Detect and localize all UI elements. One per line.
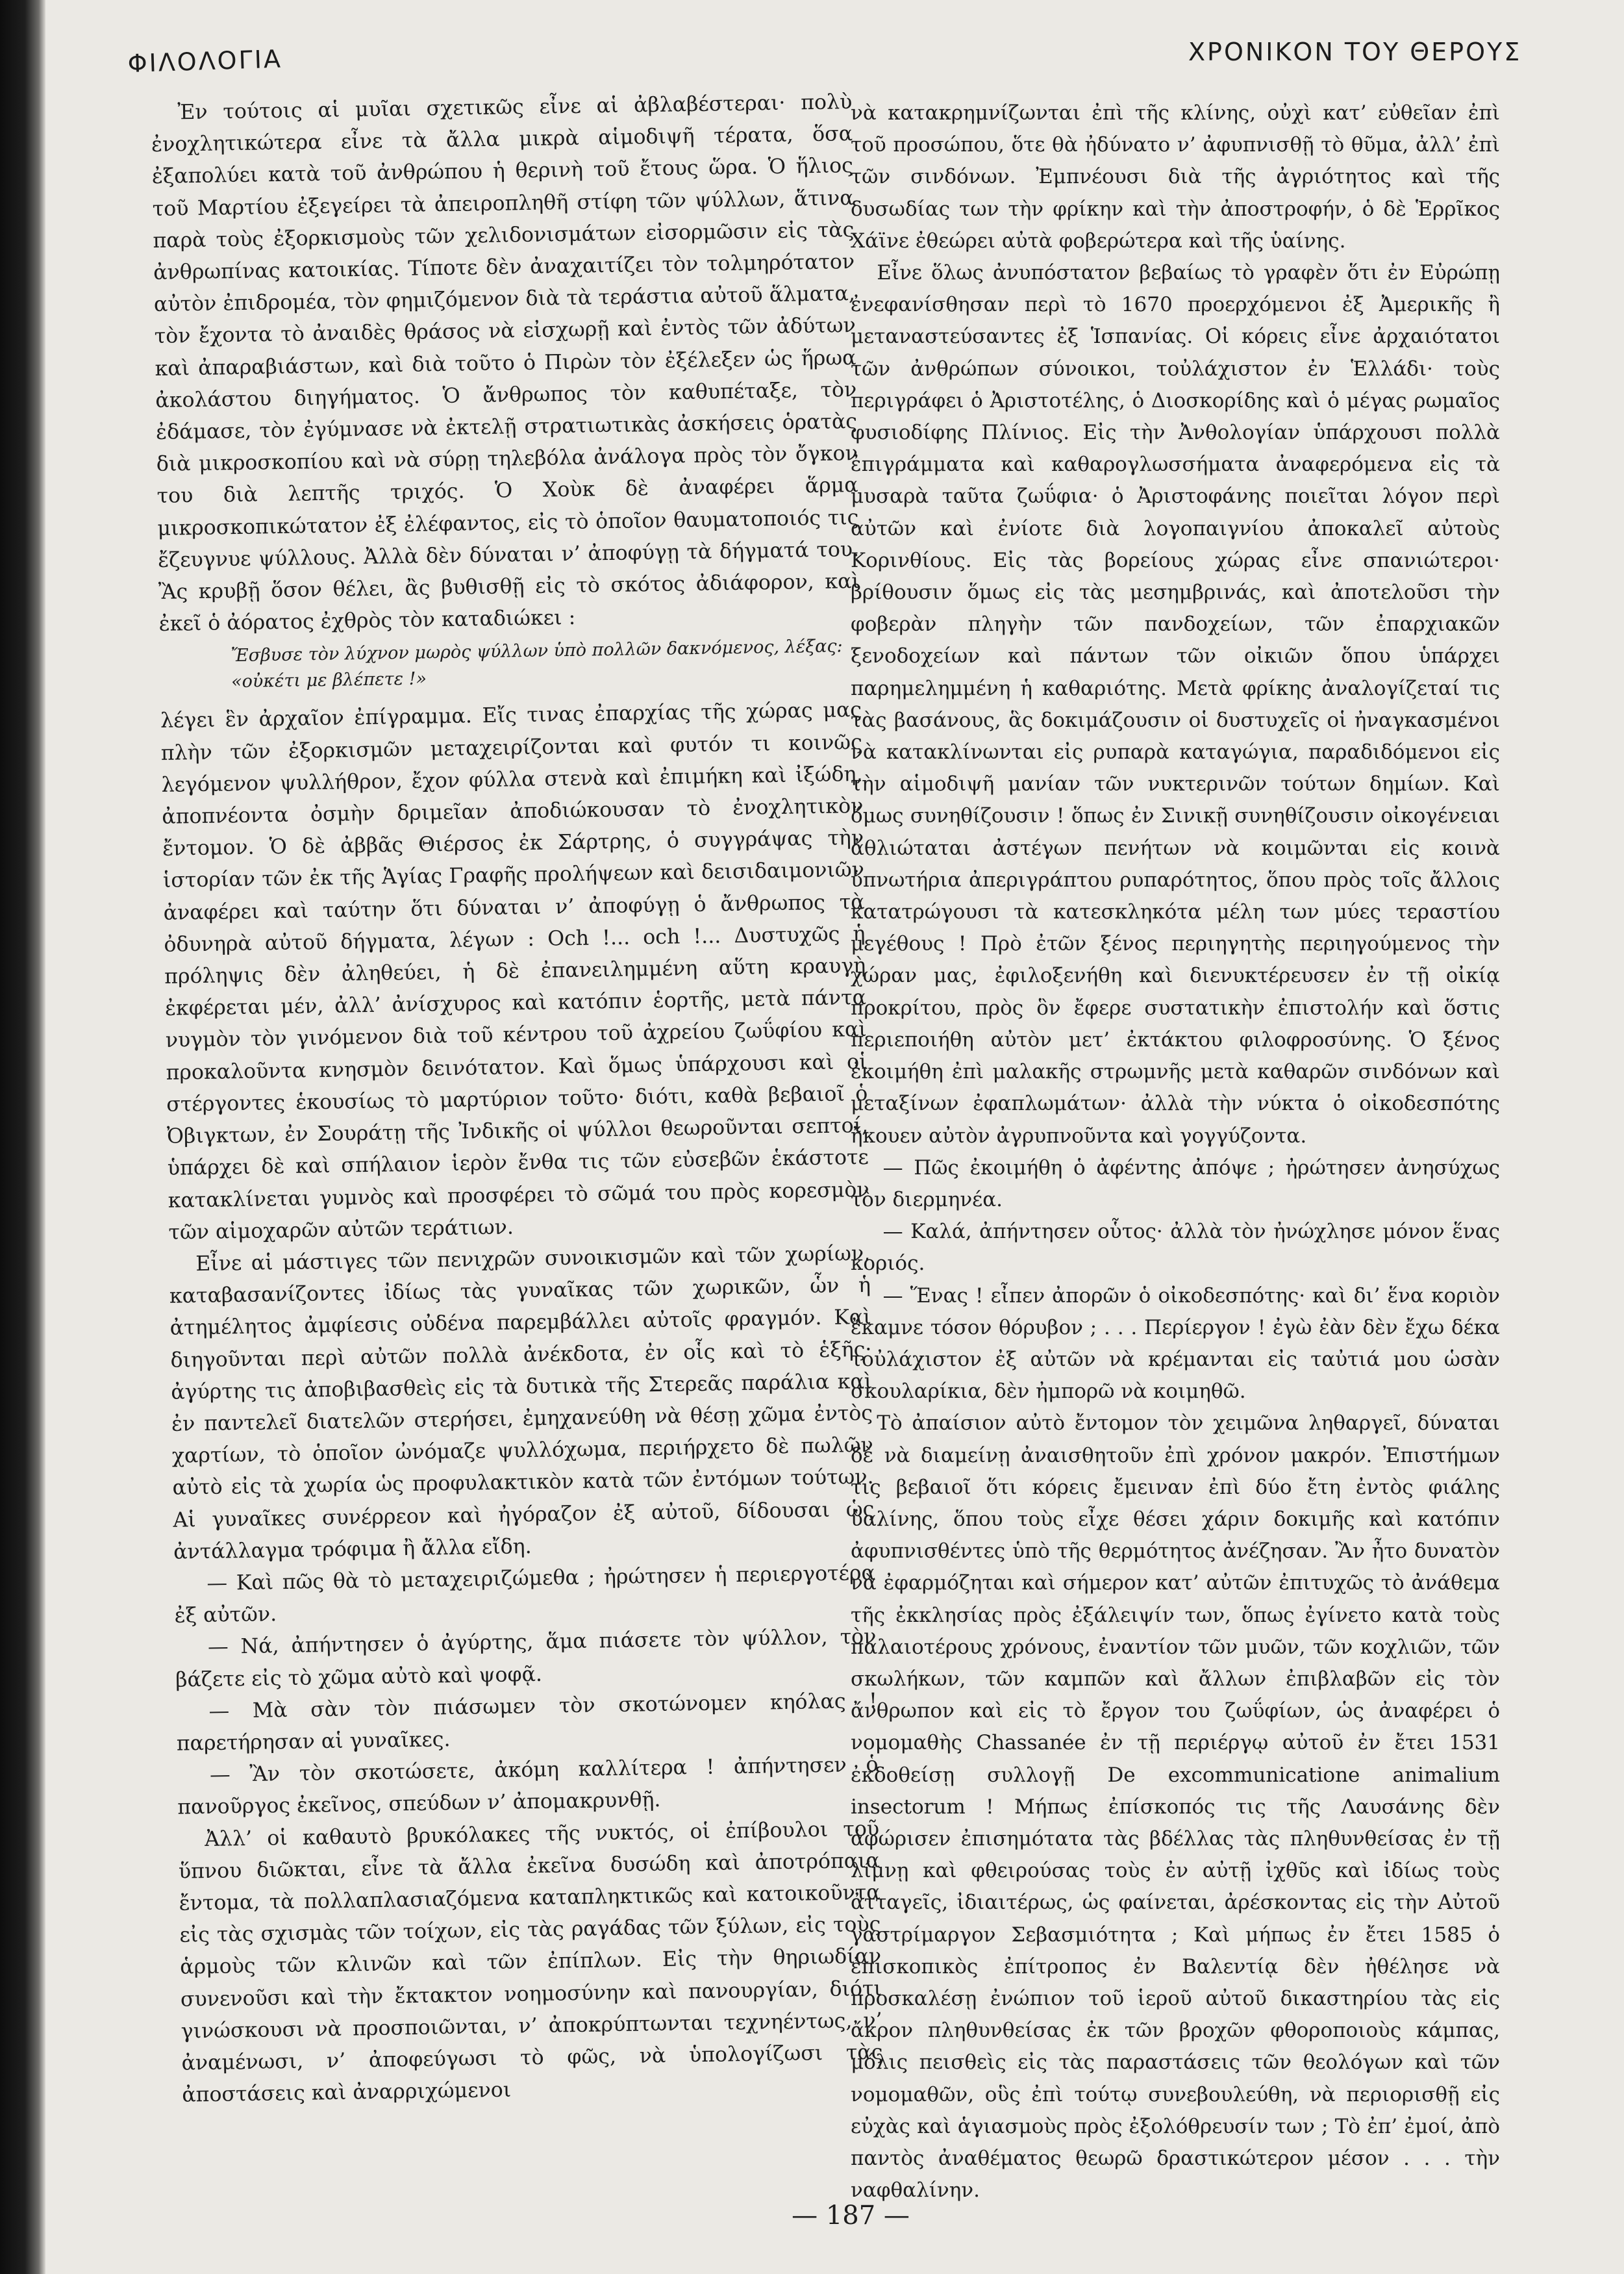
left-text-column <box>151 86 884 2112</box>
paragraph: νὰ κατακρημνίζωνται ἐπὶ τῆς κλίνης, οὐχὶ κατ’ εὐθεῖαν ἐπὶ τοῦ προσώπου, ὅτε θὰ ἠδύνατο ν’ ἀφυπνισθῇ τὸ θῦμα, ἀλλ’ ἐπὶ τῶν σινδόνων. Ἐμπνέουσι διὰ τῆς ἀγριότητος καὶ τῆς δυσωδίας των τὴν φρίκην καὶ τὴν ἀποστροφήν, ὁ δὲ Ἑρρῖκος Χάϊνε ἐθεώρει αὐτὰ φοβερώτερα καὶ τῆς ὑαίνης. <box>851 101 1500 253</box>
dialogue-line: — Μὰ σὰν τὸν πιάσωμεν τὸν σκοτώνομεν κηόλας ! παρετήρησαν αἱ γυναῖκες. <box>176 1689 878 1756</box>
paragraph: Τὸ ἀπαίσιον αὐτὸ ἔντομον τὸν χειμῶνα ληθαργεῖ, δύναται δὲ νὰ διαμείνῃ ἀναισθητοῦν ἐπὶ χρόνον μακρόν. Ἐπιστήμων τις βεβαιοῖ ὅτι κόρεις ἔμειναν ἐπὶ δύο ἔτη ἐντὸς φιάλης ὑαλίνης, ὅπου τοὺς εἶχε θέσει χάριν δοκιμῆς καὶ κατόπιν ἀφυπνισθέντες ὑπὸ τῆς θερμότητος ἀνέζησαν. Ἂν ἦτο δυνατὸν νὰ ἐφαρμόζηται καὶ σήμερον κατ’ αὐτῶν ἐπιτυχῶς τὸ ἀνάθεμα τῆς ἐκκλησίας πρὸς ἐξάλειψίν των, ὅπως ἐγίνετο κατὰ τοὺς παλαιοτέρους χρόνους, ἐναντίον τῶν μυῶν, τῶν κοχλιῶν, τῶν σκωλήκων, τῶν καμπῶν καὶ ἄλλων ἐπιβλαβῶν εἰς τὸν ἄνθρωπον καὶ εἰς τὸ ἔργον του ζωΰφίων, ὡς ἀναφέρει ὁ νομομαθὴς Chassanée ἐν τῇ περιέργῳ αὐτοῦ ἐν ἔτει 1531 ἐκδοθείσῃ συλλογῇ De excommunicatione animalium insectorum ! Μήπως ἐπίσκοπός τις τῆς Λαυσάνης δὲν ἀφώρισεν ἐπισημότατα τὰς βδέλλας τὰς πληθυνθείσας ἐν τῇ λίμνῃ καὶ φθειρούσας τοὺς ἐν αὐτῇ ἰχθῦς καὶ ἰδίως τοὺς ἀτταγεῖς, ἰδιαιτέρως, ὡς φαίνεται, ἀρέσκοντας εἰς τὴν Αὐτοῦ γαστρίμαργον Σεβασμιότητα ; Καὶ μήπως ἐν ἔτει 1585 ὁ ἐπισκοπικὸς ἐπίτροπος ἐν Βαλεντίᾳ δὲν ἠθέλησε νὰ προσκαλέσῃ ἐνώπιον τοῦ ἱεροῦ αὐτοῦ δικαστηρίου τὰς εἰς ἄκρον πληθυνθείσας ἐκ τῶν βροχῶν φθοροποιοὺς κάμπας, μόλις πεισθεὶς εἰς τὰς παραστάσεις τῶν θεολόγων καὶ τῶν νομομαθῶν, οὓς ἐπὶ τούτῳ συνεβουλεύθη, νὰ περιορισθῇ εἰς εὐχὰς καὶ ἁγιασμοὺς πρὸς ἐξολόθρευσίν των ; Τὸ ἐπ’ ἐμοί, ἀπὸ παντὸς ἀναθέματος θεωρῶ δραστικώτερον μέσον . . . τὴν ναφθαλίνην. <box>851 1411 1500 2203</box>
paragraph: λέγει ἓν ἀρχαῖον ἐπίγραμμα. Εἴς τινας ἐπαρχίας τῆς χώρας μας πλὴν τῶν ἐξορκισμῶν μεταχειρίζονται καὶ φυτόν τι κοινῶς λεγόμενον ψυλλήθρον, ἔχον φύλλα στενὰ καὶ ἐπιμήκη καὶ ἰξώδη, ἀποπνέοντα ὀσμὴν δριμεῖαν ἀποδιώκουσαν τὸ ἐνοχλητικὸν ἔντομον. Ὁ δὲ ἀββᾶς Θιέρσος ἐκ Σάρτρης, ὁ συγγράψας τὴν ἱστορίαν τῶν ἐκ τῆς Ἁγίας Γραφῆς προλήψεων καὶ δεισιδαιμονιῶν ἀναφέρει καὶ ταύτην ὅτι δύναται ν’ ἀποφύγῃ ὁ ἄνθρωπος τὰ ὀδυνηρὰ αὐτοῦ δήγματα, λέγων : Och !... och !... Δυστυχῶς ἡ πρόληψις δὲν ἀληθεύει, ἡ δὲ ἐπανειλημμένη αὕτη κραυγὴ ἐκφέρεται μέν, ἀλλ’ ἀνίσχυρος καὶ κατόπιν ἑορτῆς, μετὰ πάντα νυγμὸν τὸν γινόμενον διὰ τοῦ κέντρου τοῦ ἀχρείου ζωΰφίου καὶ προκαλοῦντα κνησμὸν δεινότατον. Καὶ ὅμως ὑπάρχουσι καὶ οἱ στέργοντες ἑκουσίως τὸ μαρτύριον τοῦτο· διότι, καθὰ βεβαιοῖ ὁ Ὀβιγκτων, ἐν Σουράτῃ τῆς Ἰνδικῆς οἱ ψύλλοι θεωροῦνται σεπτοί, ὑπάρχει δὲ καὶ σπήλαιον ἱερὸν ἔνθα τις τῶν εὐσεβῶν ἑκάστοτε κατακλίνεται γυμνὸς καὶ προσφέρει τὸ σῶμά του πρὸς κορεσμὸν τῶν αἱμοχαρῶν αὐτῶν τεράτιων. <box>160 698 869 1244</box>
book-binding-shadow <box>0 0 45 2274</box>
paragraph: Ἐν τούτοις αἱ μυῖαι σχετικῶς εἶνε αἱ ἀβλαβέστεραι· πολὺ ἐνοχλητικώτερα εἶνε τὰ ἄλλα μικρὰ αἱμοδιψῆ τέρατα, ὅσα ἐξαπολύει κατὰ τοῦ ἀνθρώπου ἡ θερινὴ τοῦ ἔτους ὥρα. Ὁ ἥλιος τοῦ Μαρτίου ἐξεγείρει τὰ ἀπειροπληθῆ στίφη τῶν ψύλλων, ἅτινα παρὰ τοὺς ἐξορκισμοὺς τῶν χελιδονισμάτων εἰσορμῶσιν εἰς τὰς ἀνθρωπίνας κατοικίας. Τίποτε δὲν ἀναχαιτίζει τὸν τολμηρότατον αὐτὸν ἐπιδρομέα, τὸν φημιζόμενον διὰ τὰ τεράστια αὐτοῦ ἅλματα, τὸν ἔχοντα τὸ ἀναιδὲς θράσος νὰ εἰσχωρῇ καὶ ἐντὸς τῶν ἀδύτων καὶ ἀπαραβιάστων, καὶ διὰ τοῦτο ὁ Πιρὼν τὸν ἐξέλεξεν ὡς ἥρωα ἀκολάστου διηγήματος. Ὁ ἄνθρωπος τὸν καθυπέταξε, τὸν ἐδάμασε, τὸν ἐγύμνασε νὰ ἐκτελῇ στρατιωτικὰς ἀσκήσεις ὁρατὰς διὰ μικροσκοπίου καὶ νὰ σύρῃ τηλεβόλα ἀνάλογα πρὸς τὸν ὄγκον του διὰ λεπτῆς τριχός. Ὁ Χοὺκ δὲ ἀναφέρει ἅρμα μικροσκοπικώτατον ἐξ ἐλέφαντος, εἰς τὸ ὁποῖον θαυματοποιός τις ἔζευγνυε ψύλλους. Ἀλλὰ δὲν δύναται ν’ ἀποφύγῃ τὰ δήγματά του. Ἂς κρυβῇ ὅσον θέλει, ἂς βυθισθῇ εἰς τὸ σκότος ἀδιάφορον, καὶ ἐκεῖ ὁ ἀόρατος ἐχθρὸς τὸν καταδιώκει : <box>151 90 860 637</box>
dialogue-line: — Νά, ἀπήντησεν ὁ ἀγύρτης, ἅμα πιάσετε τὸν ψύλλον, τὸν βάζετε εἰς τὸ χῶμα αὐτὸ καὶ ψοφᾷ. <box>175 1625 877 1692</box>
paragraph: Εἶνε αἱ μάστιγες τῶν πενιχρῶν συνοικισμῶν καὶ τῶν χωρίων, καταβασανίζοντες ἰδίως τὰς γυναῖκας τῶν χωρικῶν, ὧν ἡ ἀτημέλητος ἀμφίεσις οὐδένα παρεμβάλλει αὐτοῖς φραγμόν. Καὶ διηγοῦνται περὶ αὐτῶν πολλὰ ἀνέκδοτα, ἐν οἷς καὶ τὸ ἑξῆς· ἀγύρτης τις ἀποβιβασθεὶς εἰς τὰ δυτικὰ τῆς Στερεᾶς παράλια καὶ ἐν παντελεῖ διατελῶν στερήσει, ἐμηχανεύθη νὰ θέσῃ χῶμα ἐντὸς χαρτίων, τὸ ὁποῖον ὠνόμαζε ψυλλόχωμα, περιήρχετο δὲ πωλῶν αὐτὸ εἰς τὰ χωρία ὡς προφυλακτικὸν κατὰ τῶν ἐντόμων τούτων. Αἱ γυναῖκες συνέρρεον καὶ ἠγόραζον ἐξ αὐτοῦ, δίδουσαι ὡς ἀντάλλαγμα τρόφιμα ἢ ἄλλα εἴδη. <box>169 1241 875 1564</box>
dialogue-line: — Καὶ πῶς θὰ τὸ μεταχειριζώμεθα ; ἠρώτησεν ἡ περιεργοτέρα ἐξ αὐτῶν. <box>174 1561 876 1628</box>
dialogue-line: — Ἂν τὸν σκοτώσετε, ἀκόμη καλλίτερα ! ἀπήντησεν ὁ πανοῦργος ἐκεῖνος, σπεύδων ν’ ἀπομακρυνθῇ. <box>177 1752 879 1820</box>
dialogue-line: — Ἕνας ! εἶπεν ἀπορῶν ὁ οἰκοδεσπότης· καὶ δι’ ἕνα κοριὸν ἔκαμνε τόσον θόρυβον ; . . . Περίεργον ! ἐγὼ ἐὰν δὲν ἔχω δέκα τοὐλάχιστον ἐξ αὐτῶν νὰ κρέμανται εἰς ταὐτιά μου ὡσὰν σκουλαρίκια, δὲν ἠμπορῶ νὰ κοιμηθῶ. <box>851 1283 1500 1404</box>
dialogue-line: — Πῶς ἐκοιμήθη ὁ ἀφέντης ἀπόψε ; ἠρώτησεν ἀνησύχως τὸν διερμηνέα. <box>851 1156 1500 1211</box>
paragraph: Εἶνε ὅλως ἀνυπόστατον βεβαίως τὸ γραφὲν ὅτι ἐν Εὐρώπῃ ἐνεφανίσθησαν περὶ τὸ 1670 προερχόμενοι ἐξ Ἀμερικῆς ἢ μεταναστεύσαντες ἐξ Ἱσπανίας. Οἱ κόρεις εἶνε ἀρχαιότατοι τῶν ἀνθρώπων σύνοικοι, τοὐλάχιστον ἐν Ἑλλάδι· τοὺς περιγράφει ὁ Ἀριστοτέλης, ὁ Διοσκορίδης καὶ ὁ μέγας ρωμαῖος φυσιοδίφης Πλίνιος. Εἰς τὴν Ἀνθολογίαν ὑπάρχουσι πολλὰ ἐπιγράμματα καὶ καθαρογλωσσήματα ἀναφερόμενα εἰς τὰ μυσαρὰ ταῦτα ζωΰφια· ὁ Ἀριστοφάνης ποιεῖται λόγον περὶ αὐτῶν καὶ ἐνίοτε διὰ λογοπαιγνίου ἀποκαλεῖ αὐτοὺς Κορινθίους. Εἰς τὰς βορείους χώρας εἶνε σπανιώτεροι· βρίθουσιν ὅμως εἰς τὰς μεσημβρινάς, καὶ ἀποτελοῦσι τὴν φοβερὰν πληγὴν τῶν πανδοχείων, τῶν ἐπαρχιακῶν ξενοδοχείων καὶ πάντων τῶν οἰκιῶν ὅπου ὑπάρχει παρημελημμένη ἡ καθαριότης. Μετὰ φρίκης ἀναλογίζεταί τις τὰς βασάνους, ἃς δοκιμάζουσιν οἱ δυστυχεῖς οἱ ἠναγκασμένοι νὰ κατακλίνωνται εἰς ρυπαρὰ καταγώγια, παραδιδόμενοι εἰς τὴν αἱμοδιψῆ μανίαν τῶν νυκτερινῶν τούτων δημίων. Καὶ ὅμως συνηθίζουσιν ! ὅπως ἐν Σινικῇ συνηθίζουσιν οἰκογένειαι ἀθλιώταται ἀστέγων πενήτων νὰ κοιμῶνται εἰς κοινὰ ὑπνωτήρια ἀπεριγράπτου ρυπαρότητος, ὅπου πρὸς τοῖς ἄλλοις κατατρώγουσι τὰ κατεσκληκότα μέλη των μύες τεραστίου μεγέθους ! Πρὸ ἐτῶν ξένος περιηγητὴς περιηγούμενος τὴν χώραν μας, ἐφιλοξενήθη καὶ διενυκτέρευσεν ἐν τῇ οἰκίᾳ προκρίτου, πρὸς ὃν ἔφερε συστατικὴν ἐπιστολήν καὶ ὅστις περιεποιήθη αὐτὸν μετ’ ἐκτάκτου φιλοφροσύνης. Ὁ ξένος ἐκοιμήθη ἐπὶ μαλακῆς στρωμνῆς μετὰ καθαρῶν σινδόνων καὶ μεταξίνων ἐφαπλωμάτων· ἀλλὰ τὴν νύκτα ὁ οἰκοδεσπότης ἤκουεν αὐτὸν ἀγρυπνοῦντα καὶ γογγύζοντα. <box>851 261 1500 1148</box>
running-header-left: ΦΙΛΟΛΟΓΙΑ <box>127 44 283 78</box>
paragraph: Ἀλλ’ οἱ καθαυτὸ βρυκόλακες τῆς νυκτός, οἱ ἐπίβουλοι τοῦ ὕπνου διῶκται, εἶνε τὰ ἄλλα ἐκεῖνα δυσώδη καὶ ἀποτρόπαια ἔντομα, τὰ πολλαπλασιαζόμενα καταπληκτικῶς καὶ κατοικοῦντα εἰς τὰς σχισμὰς τῶν τοίχων, εἰς τὰς ραγάδας τῶν ξύλων, εἰς τοὺς ἁρμοὺς τῶν κλινῶν καὶ τῶν ἐπίπλων. Εἰς τὴν θηριωδίαν συνενοῦσι καὶ τὴν ἔκτακτον νοημοσύνην καὶ πανουργίαν, διότι γινώσκουσι νὰ προσποιῶνται, ν’ ἀποκρύπτωνται τεχνηέντως, ν’ ἀναμένωσι, ν’ ἀποφεύγωσι τὸ φῶς, νὰ ὑπολογίζωσι τὰς ἀποστάσεις καὶ ἀναρριχώμενοι <box>178 1817 883 2107</box>
dialogue-line: — Καλά, ἀπήντησεν οὗτος· ἀλλὰ τὸν ἠνώχλησε μόνον ἕνας κοριός. <box>851 1220 1500 1276</box>
epigram-quote: Ἔσβυσε τὸν λύχνον μωρὸς ψύλλων ὑπὸ πολλῶν δακνόμενος, λέξας: «οὐκέτι με βλέπετε !» <box>231 636 843 692</box>
right-text-column <box>851 97 1500 2206</box>
page-number: — 187 — <box>792 2201 910 2230</box>
running-header-right: ΧΡΟΝΙΚΟΝ ΤΟΥ ΘΕΡΟΥΣ <box>1188 38 1522 66</box>
